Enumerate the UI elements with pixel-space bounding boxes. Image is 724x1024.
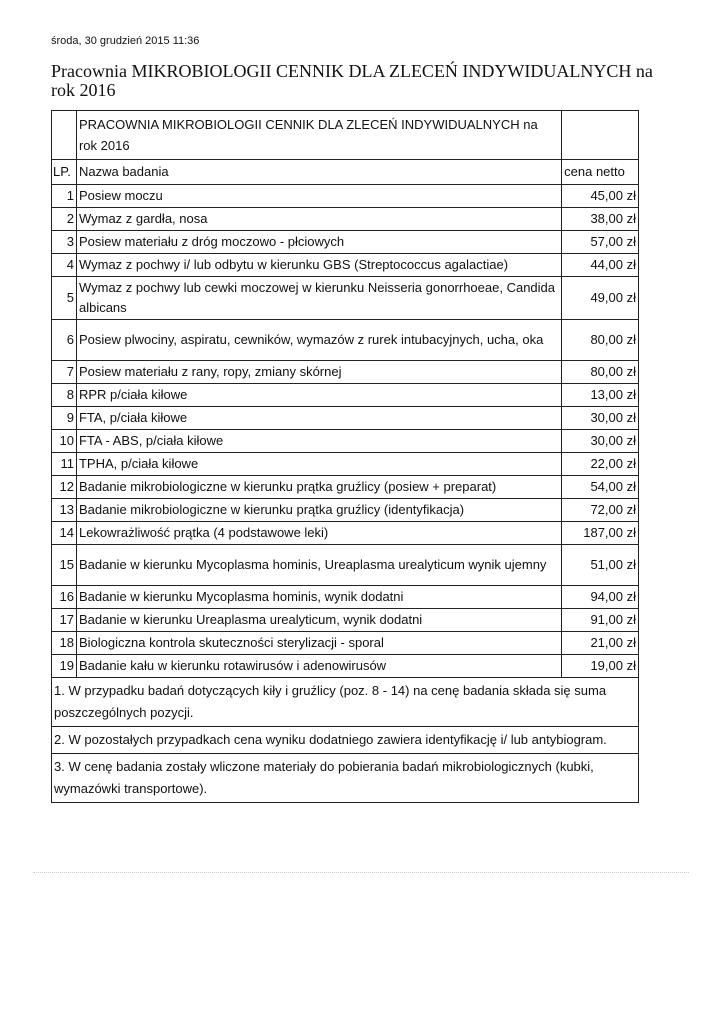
row-name: Posiew moczu xyxy=(76,185,561,208)
row-lp: 12 xyxy=(52,476,77,499)
row-lp: 9 xyxy=(52,407,77,430)
table-row xyxy=(52,361,639,384)
table-row xyxy=(52,586,639,609)
row-price: 91,00 zł xyxy=(562,609,639,632)
row-name: FTA, p/ciała kiłowe xyxy=(76,407,561,430)
table-row xyxy=(52,185,639,208)
table-row xyxy=(52,430,639,453)
row-name: Badanie w kierunku Mycoplasma hominis, wynik dodatni xyxy=(76,586,561,609)
row-price: 30,00 zł xyxy=(562,430,639,453)
table-row xyxy=(52,609,639,632)
row-lp: 15 xyxy=(52,545,77,586)
table-title: PRACOWNIA MIKROBIOLOGII CENNIK DLA ZLECEŃ INDYWIDUALNYCH na rok 2016 xyxy=(78,117,538,153)
row-price: 45,00 zł xyxy=(562,185,639,208)
table-row xyxy=(52,522,639,545)
note-text: 2. W pozostałych przypadkach cena wyniku dodatniego zawiera identyfikację i/ lub antybiogram. xyxy=(52,727,639,754)
row-price: 21,00 zł xyxy=(562,632,639,655)
row-price: 49,00 zł xyxy=(562,277,639,320)
price-table-body xyxy=(52,111,639,803)
table-title-row xyxy=(52,111,639,160)
row-price: 38,00 zł xyxy=(562,208,639,231)
table-row xyxy=(52,320,639,361)
row-name: Lekowrażliwość prątka (4 podstawowe leki) xyxy=(76,522,561,545)
note-row xyxy=(52,754,639,803)
row-price: 94,00 zł xyxy=(562,586,639,609)
page-title: Pracownia MIKROBIOLOGII CENNIK DLA ZLECEŃ INDYWIDUALNYCH na rok 2016 xyxy=(51,61,653,100)
row-lp: 16 xyxy=(52,586,77,609)
note-text: 3. W cenę badania zostały wliczone materiały do pobierania badań mikrobiologicznych (kubki, wymazówki transportowe). xyxy=(52,754,639,803)
row-name: Badanie mikrobiologiczne w kierunku prątka gruźlicy (identyfikacja) xyxy=(76,499,561,522)
row-name: RPR p/ciała kiłowe xyxy=(76,384,561,407)
row-lp: 8 xyxy=(52,384,77,407)
row-lp: 18 xyxy=(52,632,77,655)
row-name: Wymaz z pochwy lub cewki moczowej w kierunku Neisseria gonorrhoeae, Candida albicans xyxy=(76,277,561,320)
row-name: TPHA, p/ciała kiłowe xyxy=(76,453,561,476)
table-header-row xyxy=(52,160,639,185)
row-price: 13,00 zł xyxy=(562,384,639,407)
row-price: 187,00 zł xyxy=(562,522,639,545)
row-lp: 4 xyxy=(52,254,77,277)
row-name: Badanie w kierunku Ureaplasma urealyticum, wynik dodatni xyxy=(76,609,561,632)
row-name: Wymaz z pochwy i/ lub odbytu w kierunku GBS (Streptococcus agalactiae) xyxy=(76,254,561,277)
row-lp: 6 xyxy=(52,320,77,361)
row-lp: 5 xyxy=(52,277,77,320)
page-divider xyxy=(33,872,689,873)
row-name: Badanie w kierunku Mycoplasma hominis, Ureaplasma urealyticum wynik ujemny xyxy=(76,545,561,586)
row-lp: 1 xyxy=(52,185,77,208)
row-price: 22,00 zł xyxy=(562,453,639,476)
row-name: Wymaz z gardła, nosa xyxy=(76,208,561,231)
table-row xyxy=(52,208,639,231)
row-lp: 19 xyxy=(52,655,77,678)
row-name: Posiew plwociny, aspiratu, cewników, wymazów z rurek intubacyjnych, ucha, oka xyxy=(76,320,561,361)
table-row xyxy=(52,499,639,522)
row-lp: 11 xyxy=(52,453,77,476)
row-name: Biologiczna kontrola skuteczności sterylizacji - sporal xyxy=(76,632,561,655)
row-price: 30,00 zł xyxy=(562,407,639,430)
note-row xyxy=(52,727,639,754)
table-row xyxy=(52,655,639,678)
table-row xyxy=(52,231,639,254)
title-lp-cell xyxy=(52,111,77,160)
row-lp: 3 xyxy=(52,231,77,254)
note-row xyxy=(52,678,639,727)
header-name: Nazwa badania xyxy=(76,160,561,185)
row-lp: 17 xyxy=(52,609,77,632)
title-price-cell xyxy=(562,111,639,160)
price-table xyxy=(51,110,639,803)
row-name: FTA - ABS, p/ciała kiłowe xyxy=(76,430,561,453)
table-row xyxy=(52,476,639,499)
row-name: Badanie kału w kierunku rotawirusów i adenowirusów xyxy=(76,655,561,678)
table-row xyxy=(52,407,639,430)
row-price: 54,00 zł xyxy=(562,476,639,499)
row-price: 80,00 zł xyxy=(562,320,639,361)
header-price: cena netto xyxy=(562,160,639,185)
row-name: Badanie mikrobiologiczne w kierunku prątka gruźlicy (posiew + preparat) xyxy=(76,476,561,499)
row-price: 51,00 zł xyxy=(562,545,639,586)
row-lp: 13 xyxy=(52,499,77,522)
row-lp: 2 xyxy=(52,208,77,231)
row-name: Posiew materiału z dróg moczowo - płciowych xyxy=(76,231,561,254)
table-row xyxy=(52,384,639,407)
table-row xyxy=(52,632,639,655)
timestamp: środa, 30 grudzień 2015 11:36 xyxy=(51,35,200,47)
row-price: 44,00 zł xyxy=(562,254,639,277)
table-row xyxy=(52,277,639,320)
row-price: 19,00 zł xyxy=(562,655,639,678)
row-lp: 14 xyxy=(52,522,77,545)
row-price: 72,00 zł xyxy=(562,499,639,522)
table-row xyxy=(52,453,639,476)
row-price: 57,00 zł xyxy=(562,231,639,254)
note-text: 1. W przypadku badań dotyczących kiły i gruźlicy (poz. 8 - 14) na cenę badania składa się suma poszczególnych pozycji. xyxy=(52,678,639,727)
table-row xyxy=(52,254,639,277)
table-row xyxy=(52,545,639,586)
table-title-cell xyxy=(76,111,561,160)
header-lp: LP. xyxy=(52,160,77,185)
row-name: Posiew materiału z rany, ropy, zmiany skórnej xyxy=(76,361,561,384)
row-lp: 10 xyxy=(52,430,77,453)
row-lp: 7 xyxy=(52,361,77,384)
row-price: 80,00 zł xyxy=(562,361,639,384)
